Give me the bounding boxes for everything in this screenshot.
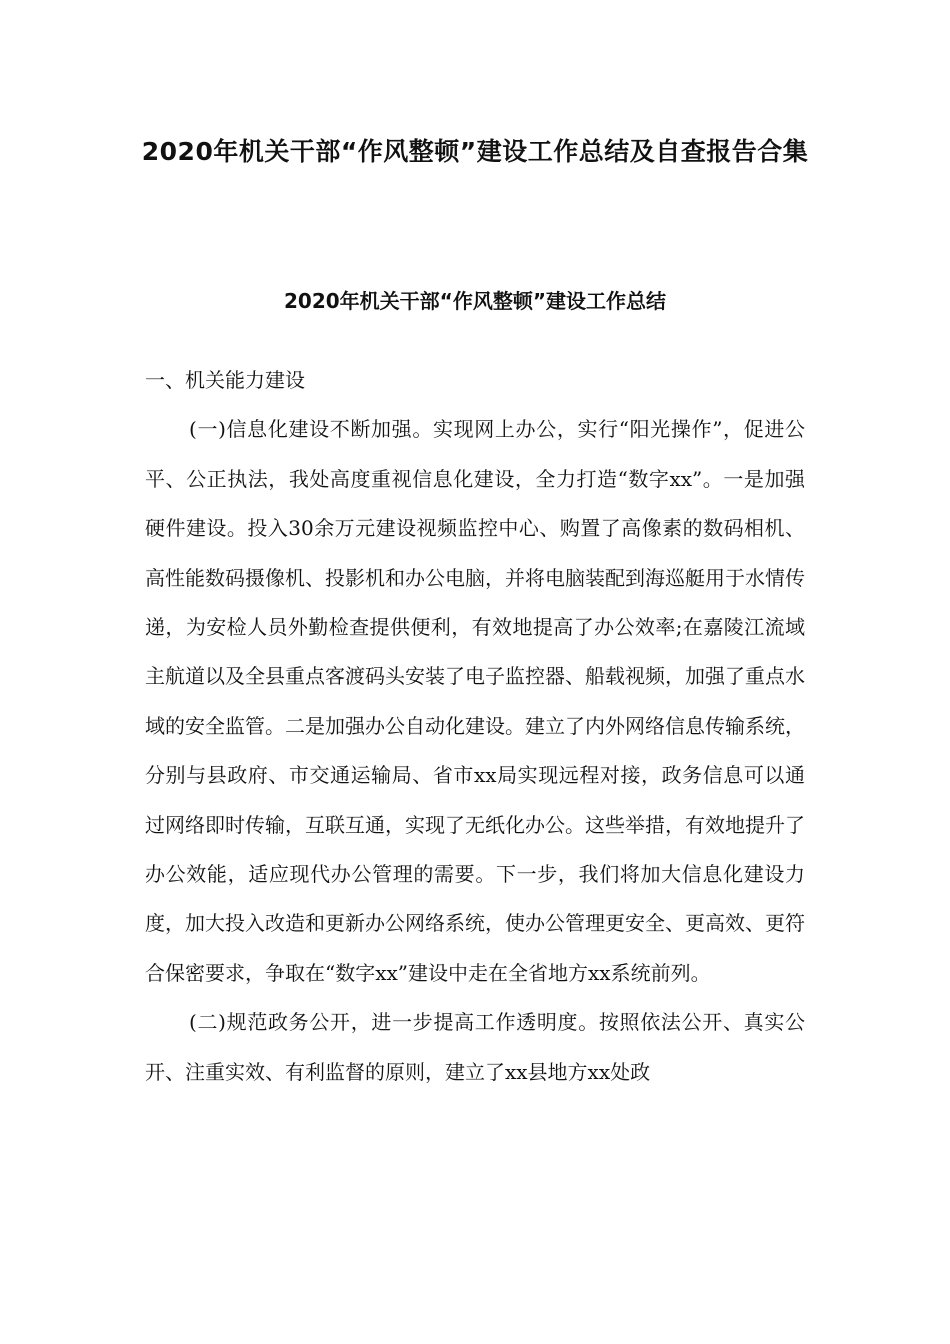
document-body [145,356,805,1097]
document-title: 2020年机关干部“作风整顿”建设工作总结及自查报告合集 [141,137,809,166]
paragraph-government-affairs: (二)规范政务公开，进一步提高工作透明度。按照依法公开、真实公开、注重实效、有利监督的原则，建立了xx县地方xx处政 [145,1010,805,1084]
paragraph-informatization: (一)信息化建设不断加强。实现网上办公，实行“阳光操作”，促进公平、公正执法，我处高度重视信息化建设，全力打造“数字xx”。一是加强硬件建设。投入30余万元建设视频监控中心、购置了高像素的数码相机、高性能数码摄像机、投影机和办公电脑，并将电脑装配到海巡艇用于水情传递，为安检人员外勤检查提供便利，有效地提高了办公效率;在嘉陵江流域主航道以及全县重点客渡码头安装了电子监控器、船载视频，加强了重点水域的安全监管。二是加强办公自动化建设。建立了内外网络信息传输系统，分别与县政府、市交通运输局、省市xx局实现远程对接，政务信息可以通过网络即时传输，互联互通，实现了无纸化办公。这些举措，有效地提升了办公效能，适应现代办公管理的需要。下一步，我们将加大信息化建设力度，加大投入改造和更新办公网络系统，使办公管理更安全、更高效、更符合保密要求，争取在“数字xx”建设中走在全省地方xx系统前列。 [145,417,805,985]
heading-organ-capacity: 一、机关能力建设 [145,368,305,392]
section-title: 2020年机关干部“作风整顿”建设工作总结 [284,289,666,313]
